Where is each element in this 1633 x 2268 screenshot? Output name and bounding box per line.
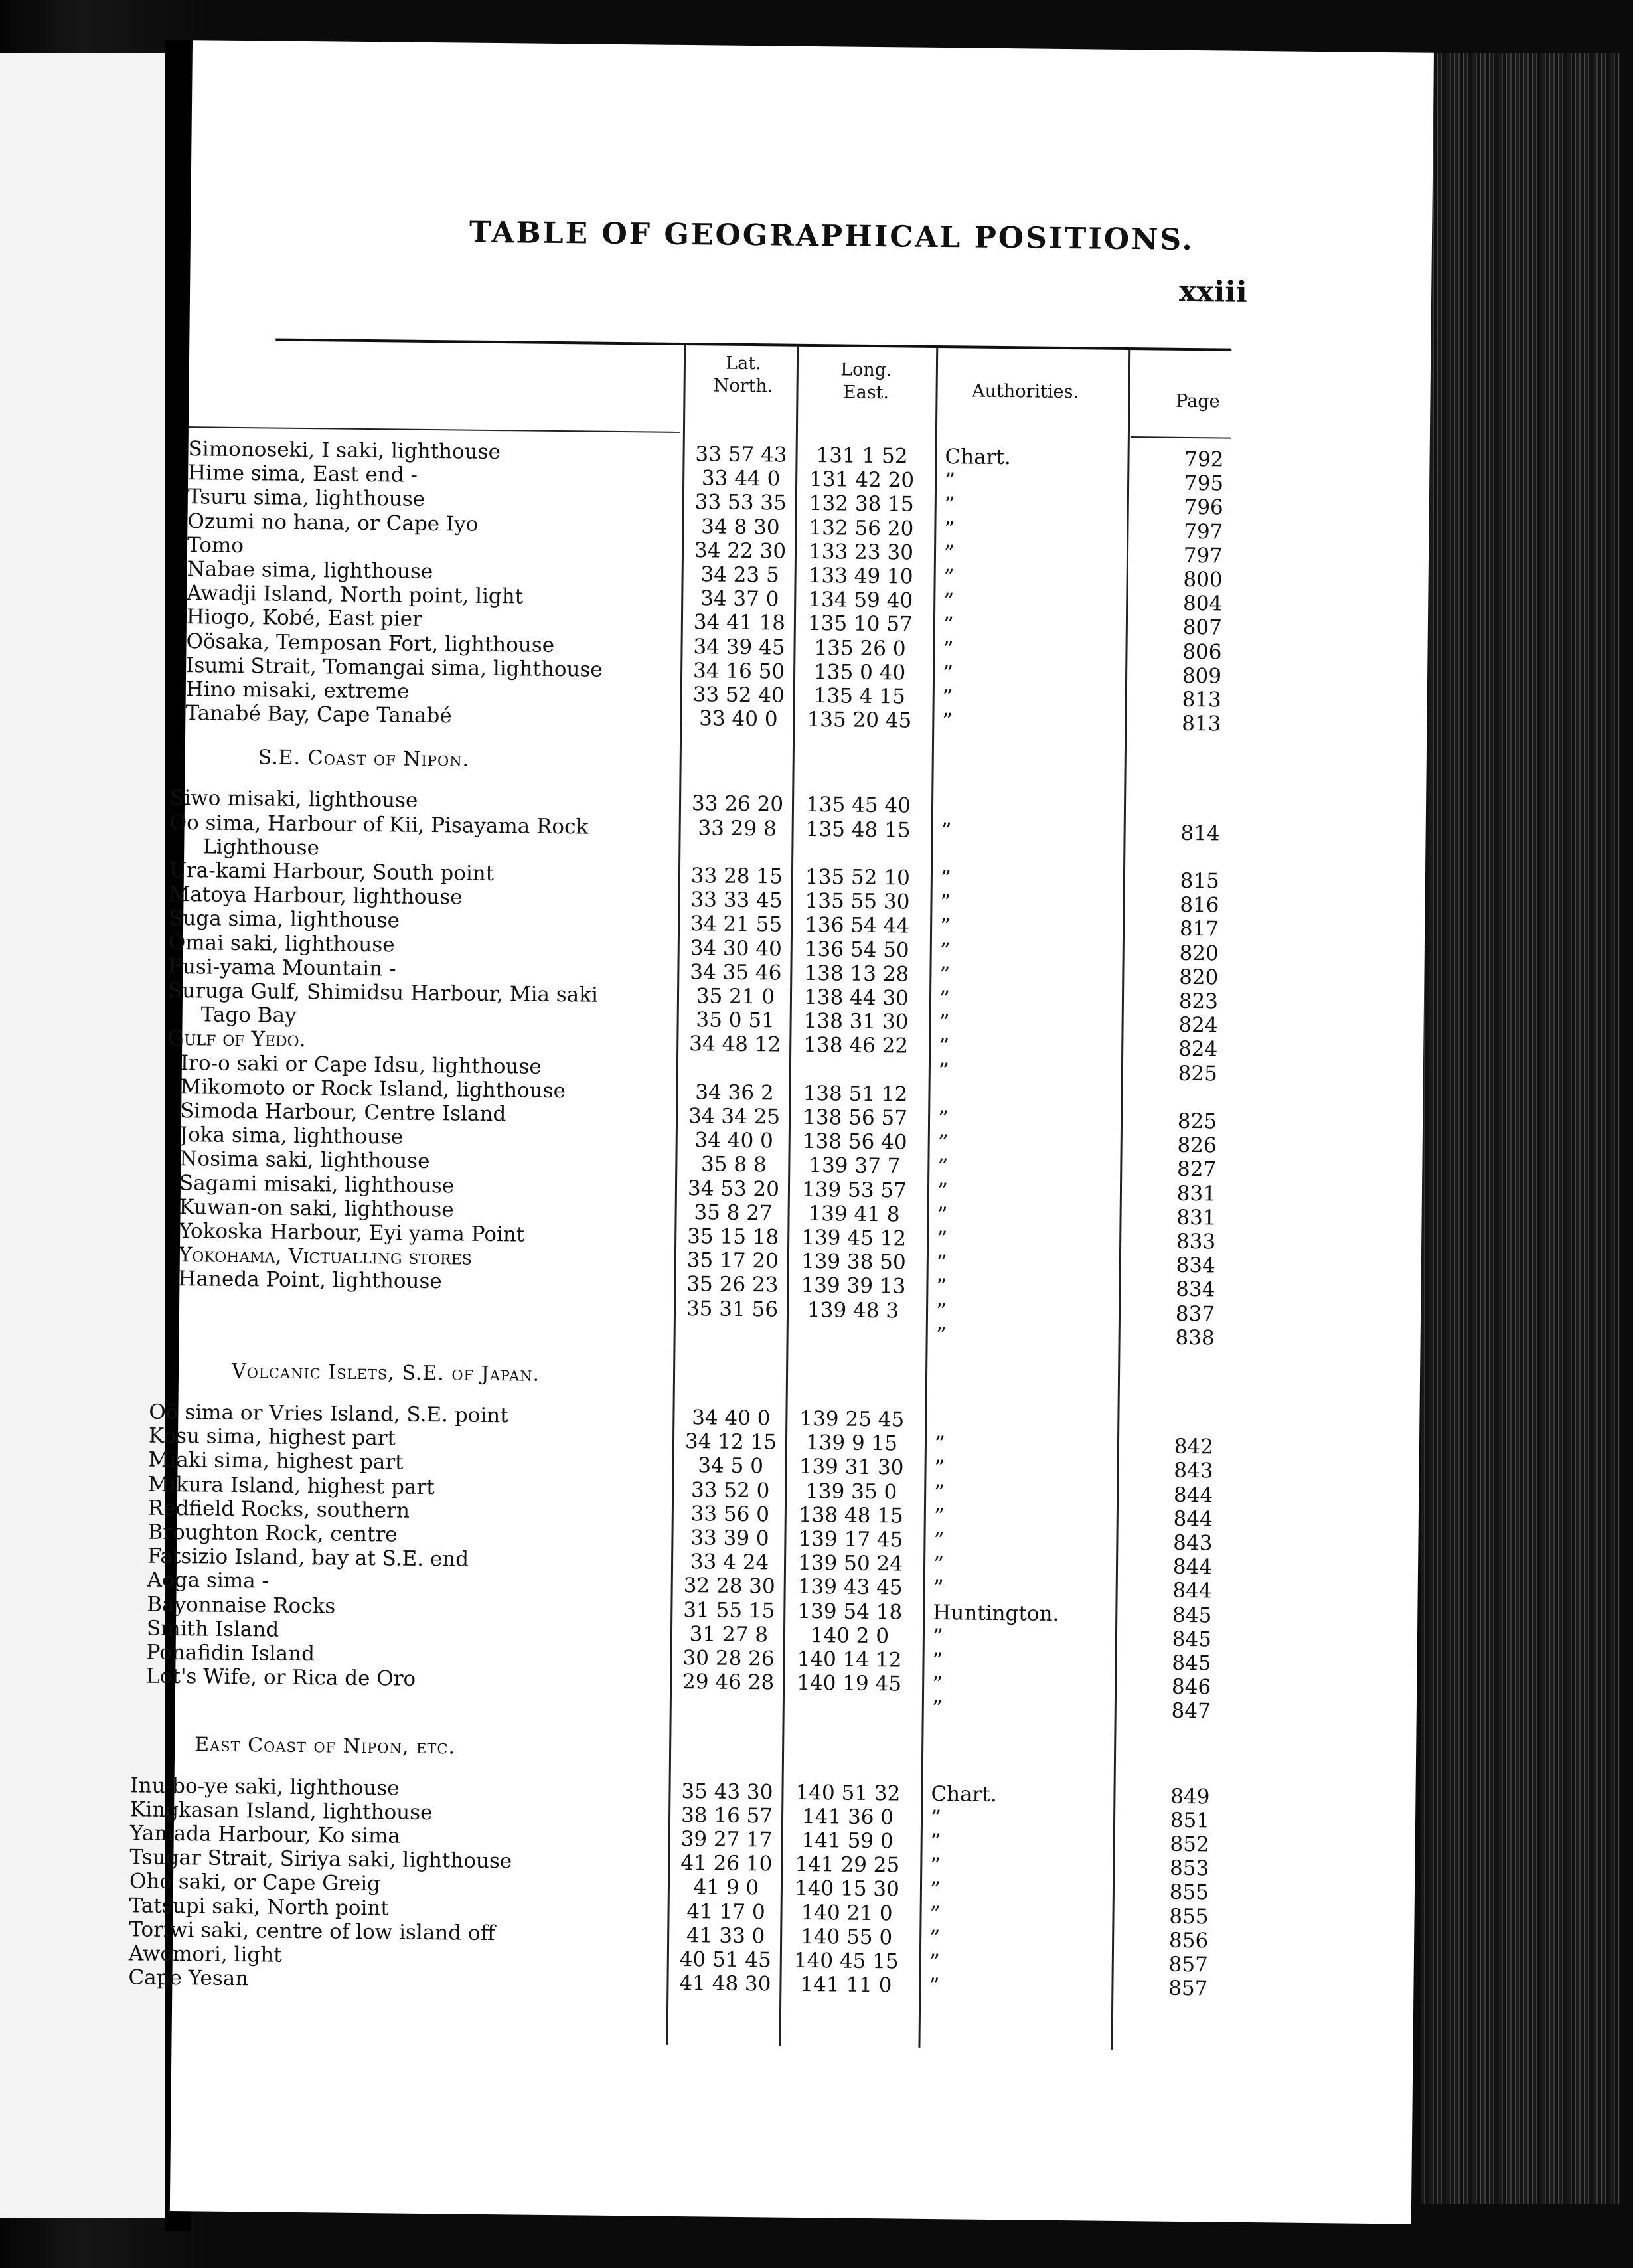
authority-value: ” <box>930 1829 941 1854</box>
place-name: Isumi Strait, Tomangai sima, lighthouse <box>186 653 603 682</box>
place-name: Suruga Gulf, Shimidsu Harbour, Mia saki <box>167 978 599 1007</box>
latitude-value: 34 16 50 <box>692 658 785 684</box>
page-number: 824 <box>1178 1037 1218 1062</box>
section-heading: Volcanic Islets, S.E. of Japan. <box>231 1359 540 1386</box>
latitude-value: 35 17 20 <box>686 1248 779 1273</box>
latitude-value: 41 9 0 <box>693 1875 759 1900</box>
longitude-value: 139 35 0 <box>805 1479 897 1504</box>
authority-value: ” <box>943 613 954 637</box>
authority-value: ” <box>939 938 951 963</box>
page-number: 834 <box>1176 1254 1215 1278</box>
place-name: Nabae sima, lighthouse <box>187 557 433 584</box>
longitude-value: 138 48 15 <box>798 1502 903 1528</box>
book-page <box>128 40 1434 2224</box>
authority-value: ” <box>944 469 956 493</box>
place-name: Inu-bo-ye saki, lighthouse <box>130 1773 400 1801</box>
authority-value: ” <box>943 565 955 590</box>
page-number: 815 <box>1180 868 1220 894</box>
authority-value: Chart. <box>945 445 1012 470</box>
page-number: 837 <box>1175 1301 1215 1327</box>
latitude-value: 31 55 15 <box>683 1597 775 1623</box>
header-underline-name <box>189 426 680 433</box>
place-name: Redfield Rocks, southern <box>147 1496 410 1523</box>
authority-value: ” <box>939 987 951 1011</box>
authority-value: ” <box>935 1323 947 1348</box>
authority-value: ” <box>933 1528 945 1553</box>
longitude-value: 139 38 50 <box>801 1250 906 1275</box>
page-number: 826 <box>1177 1133 1217 1158</box>
longitude-value: 135 48 15 <box>805 817 911 843</box>
authority-value: ” <box>936 1275 947 1299</box>
page-number: 857 <box>1168 1952 1208 1977</box>
place-name: Kosu sima, highest part <box>148 1423 396 1451</box>
longitude-value: 139 25 45 <box>799 1406 905 1432</box>
longitude-value: 135 26 0 <box>814 635 906 661</box>
latitude-value: 35 21 0 <box>696 984 775 1009</box>
authority-value: ” <box>933 1504 945 1528</box>
longitude-value: 141 29 25 <box>795 1852 900 1878</box>
page-number <box>1121 796 1220 797</box>
latitude-value: 41 33 0 <box>686 1923 765 1949</box>
page-number: 855 <box>1169 1880 1209 1905</box>
longitude-value: 135 20 45 <box>807 708 912 733</box>
latitude-value: 34 37 0 <box>700 586 779 611</box>
place-name: Iro-o saki or Cape Idsu, lighthouse <box>180 1050 542 1079</box>
page-number: 844 <box>1172 1554 1213 1580</box>
page-number: 797 <box>1184 519 1223 544</box>
authority-value: ” <box>943 589 955 613</box>
page-number: 853 <box>1169 1856 1209 1881</box>
longitude-value: 135 52 10 <box>805 864 910 890</box>
place-name: Suga sima, lighthouse <box>169 906 400 933</box>
latitude-value: 33 28 15 <box>690 864 783 889</box>
page-number: 792 <box>1184 447 1224 472</box>
authority-value: Huntington. <box>933 1600 1059 1626</box>
longitude-value: 139 50 24 <box>798 1551 903 1576</box>
page-number: 845 <box>1172 1627 1212 1652</box>
place-name: Cape Yesan <box>128 1965 249 1991</box>
place-name: Awomori, light <box>128 1941 282 1967</box>
longitude-value: 140 19 45 <box>797 1671 902 1696</box>
place-name: Gulf of Yedo. <box>167 1026 306 1052</box>
latitude-value: 34 35 46 <box>690 959 782 985</box>
page-number: 845 <box>1172 1651 1211 1676</box>
authority-value: ” <box>933 1552 945 1577</box>
longitude-value: 133 23 30 <box>808 539 914 565</box>
latitude-value: 34 8 30 <box>701 514 780 540</box>
place-name: Simoda Harbour, Centre Island <box>179 1099 506 1127</box>
page-number: 847 <box>1171 1699 1211 1724</box>
place-name: Yamada Harbour, Ko sima <box>129 1821 401 1848</box>
place-name: Fusi-yama Mountain - <box>168 954 396 981</box>
page-number: 813 <box>1181 712 1221 736</box>
authority-value: ” <box>942 685 953 710</box>
page-stack-edges <box>1421 53 1620 2204</box>
latitude-value: 34 22 30 <box>694 538 787 564</box>
authority-value: ” <box>930 1854 941 1878</box>
longitude-value: 139 54 18 <box>797 1599 903 1625</box>
latitude-value: 33 57 43 <box>695 442 787 467</box>
page-number: 796 <box>1184 495 1223 520</box>
latitude-value: 33 4 24 <box>690 1550 769 1575</box>
authority-value: ” <box>934 1432 946 1457</box>
longitude-value: 139 17 45 <box>798 1526 903 1552</box>
authority-value: ” <box>944 493 955 517</box>
place-name: Siwo misaki, lighthouse <box>169 786 418 813</box>
latitude-value: 33 52 0 <box>690 1477 770 1503</box>
longitude-value: 131 42 20 <box>809 467 915 493</box>
longitude-value: 140 51 32 <box>795 1780 901 1806</box>
longitude-value: 139 53 57 <box>801 1177 907 1203</box>
authority-value: ” <box>939 1034 950 1059</box>
place-name: Nosima saki, lighthouse <box>179 1147 430 1174</box>
latitude-value: 39 27 17 <box>680 1827 773 1852</box>
page-title: TABLE OF GEOGRAPHICAL POSITIONS. <box>469 215 1195 258</box>
page-number: 838 <box>1175 1325 1215 1350</box>
latitude-value: 35 26 23 <box>686 1272 779 1297</box>
longitude-value: 135 0 40 <box>813 659 906 685</box>
longitude-value: 138 51 12 <box>803 1081 908 1107</box>
page-number: 842 <box>1174 1434 1214 1459</box>
page-number: 849 <box>1170 1784 1210 1809</box>
authority-value: ” <box>933 1576 944 1601</box>
latitude-value: 31 27 8 <box>689 1621 769 1647</box>
latitude-value: 34 53 20 <box>687 1176 780 1202</box>
longitude-value: 139 43 45 <box>797 1575 903 1600</box>
page-number: 807 <box>1182 615 1223 640</box>
place-name: Hiogo, Kobé, East pier <box>186 605 423 632</box>
place-name: Broughton Rock, centre <box>147 1520 398 1547</box>
latitude-value: 41 17 0 <box>686 1899 765 1924</box>
authority-value: ” <box>929 1949 940 1975</box>
place-name: Ura-kami Harbour, South point <box>169 858 495 886</box>
latitude-value: 35 43 30 <box>681 1779 773 1805</box>
page-number: 823 <box>1178 989 1219 1014</box>
place-name: Lighthouse <box>202 835 320 860</box>
authority-value: ” <box>942 661 954 686</box>
longitude-value: 138 44 30 <box>803 985 909 1011</box>
page-number: 806 <box>1182 639 1222 665</box>
longitude-value: 140 15 30 <box>794 1876 900 1902</box>
longitude-value: 140 21 0 <box>801 1900 893 1925</box>
latitude-value: 33 52 40 <box>692 683 785 708</box>
latitude-value: 34 21 55 <box>690 912 783 937</box>
place-name: Kuwan-on saki, lighthouse <box>179 1194 454 1222</box>
longitude-value: 139 45 12 <box>801 1225 907 1251</box>
authority-value: ” <box>936 1251 947 1275</box>
longitude-value: 141 11 0 <box>800 1973 892 1998</box>
latitude-value: 33 53 35 <box>694 490 787 516</box>
authority-value: ” <box>929 1902 941 1926</box>
place-name: Ozumi no hana, or Cape Iyo <box>187 509 479 536</box>
place-name: Fatsizio Island, bay at S.E. end <box>147 1544 469 1572</box>
section-heading: S.E. Coast of Nipon. <box>258 746 470 772</box>
place-name: Haneda Point, lighthouse <box>178 1267 442 1294</box>
place-name: Aoga sima - <box>147 1568 270 1593</box>
column-header-page: Page <box>1176 390 1220 412</box>
place-name: Sagami misaki, lighthouse <box>179 1171 455 1198</box>
latitude-value: 33 39 0 <box>690 1526 769 1551</box>
place-name: Smith Island <box>146 1616 279 1642</box>
page-number: 817 <box>1179 917 1219 941</box>
place-name: Mikomoto or Rock Island, lighthouse <box>180 1074 566 1103</box>
authority-value <box>941 794 1101 796</box>
page-number: 795 <box>1184 471 1224 496</box>
page-number: 843 <box>1174 1459 1213 1483</box>
place-name: Hino misaki, extreme <box>185 677 410 704</box>
page-number: 844 <box>1173 1483 1213 1508</box>
latitude-value: 35 0 51 <box>696 1008 775 1033</box>
longitude-value: 132 38 15 <box>809 491 914 517</box>
latitude-value: 34 5 0 <box>698 1453 764 1479</box>
page-number: 855 <box>1169 1904 1209 1929</box>
latitude-value: 33 26 20 <box>691 791 784 817</box>
column-header-long: Long. East. <box>840 359 892 404</box>
longitude-value: 139 37 7 <box>809 1153 901 1178</box>
longitude-value: 135 55 30 <box>805 889 910 914</box>
longitude-value: 135 45 40 <box>805 793 911 818</box>
page-number: 820 <box>1178 965 1219 990</box>
longitude-value: 140 2 0 <box>810 1623 890 1649</box>
place-name: Oo sima, Harbour of Kii, Pisayama Rock <box>169 810 589 839</box>
longitude-value: 135 10 57 <box>807 611 913 637</box>
latitude-value: 35 31 56 <box>686 1296 779 1322</box>
place-name: Tsugar Strait, Siriya saki, lighthouse <box>129 1845 512 1874</box>
longitude-value: 136 54 50 <box>804 937 909 963</box>
longitude-value: 139 31 30 <box>799 1455 904 1480</box>
latitude-value: 34 40 0 <box>692 1406 771 1431</box>
latitude-value: 34 39 45 <box>693 634 785 660</box>
authority-value <box>935 1408 1095 1410</box>
latitude-value: 35 8 8 <box>700 1152 767 1177</box>
authority-value: ” <box>937 1155 949 1179</box>
page-number: 820 <box>1179 941 1219 966</box>
authority-value: ” <box>939 914 951 939</box>
longitude-value: 140 55 0 <box>800 1924 893 1950</box>
authority-value: ” <box>929 1878 941 1902</box>
page-number: 831 <box>1176 1181 1217 1206</box>
latitude-value: 41 48 30 <box>679 1971 771 1996</box>
authority-value: ” <box>944 517 955 541</box>
authority-value: ” <box>937 1131 949 1155</box>
place-name: Hime sima, East end - <box>188 461 418 487</box>
header-rule <box>275 339 1231 351</box>
longitude-value: 138 56 57 <box>803 1105 908 1131</box>
latitude-value: 33 56 0 <box>690 1501 770 1527</box>
latitude-value: 30 28 26 <box>682 1646 775 1671</box>
authority-value: ” <box>943 540 955 566</box>
place-name: Bayonnaise Rocks <box>147 1592 336 1619</box>
authority-value: ” <box>942 709 953 734</box>
page-number: 800 <box>1183 567 1223 592</box>
authority-value: ” <box>940 866 951 891</box>
latitude-value: 34 12 15 <box>684 1429 777 1455</box>
place-name: Omai saki, lighthouse <box>168 930 395 957</box>
place-name: Ponafidin Island <box>146 1640 315 1666</box>
latitude-value: 35 15 18 <box>687 1224 779 1250</box>
authority-value: ” <box>934 1480 945 1504</box>
place-name: Toriwi saki, centre of low island off <box>129 1917 495 1945</box>
page-number: 852 <box>1170 1832 1209 1857</box>
page-number: 833 <box>1176 1229 1216 1254</box>
longitude-value: 140 14 12 <box>797 1647 902 1672</box>
page-number: 825 <box>1178 1061 1218 1086</box>
column-header-authorities: Authorities. <box>971 380 1079 403</box>
longitude-value: 140 45 15 <box>793 1948 899 1974</box>
page-number: 831 <box>1176 1205 1216 1230</box>
authority-value: ” <box>941 818 952 843</box>
latitude-value: 32 28 30 <box>683 1574 775 1599</box>
place-name: Tanabé Bay, Cape Tanabé <box>185 701 452 728</box>
latitude-value: 38 16 57 <box>680 1803 773 1828</box>
longitude-value: 141 59 0 <box>801 1828 894 1854</box>
longitude-value: 138 56 40 <box>802 1129 907 1155</box>
page-number: 843 <box>1173 1530 1213 1556</box>
latitude-value: 34 34 25 <box>688 1104 781 1129</box>
page-number: 827 <box>1176 1157 1217 1182</box>
longitude-value: 133 49 10 <box>808 563 913 589</box>
authority-value: ” <box>929 1974 940 1998</box>
authority-value: ” <box>930 1805 942 1830</box>
page-number: 825 <box>1177 1109 1217 1134</box>
authority-value: ” <box>939 1011 950 1035</box>
authority-value: ” <box>938 1058 949 1083</box>
place-name: Oö sima or Vries Island, S.E. point <box>149 1400 508 1428</box>
latitude-value: 33 44 0 <box>701 466 781 491</box>
latitude-value: 35 8 27 <box>694 1200 773 1226</box>
authority-value: ” <box>931 1672 943 1697</box>
place-name: Matoya Harbour, lighthouse <box>169 882 463 910</box>
place-name: Mikura Island, highest part <box>148 1472 435 1499</box>
latitude-value: 34 30 40 <box>690 935 782 961</box>
latitude-value: 34 36 2 <box>695 1080 774 1105</box>
authority-value: ” <box>939 962 951 987</box>
latitude-value: 34 48 12 <box>689 1032 781 1057</box>
column-header-lat: Lat. North. <box>713 353 773 397</box>
longitude-value: 139 39 13 <box>801 1273 906 1299</box>
header-underline-page <box>1131 436 1231 439</box>
authority-value: ” <box>937 1227 948 1252</box>
latitude-value: 34 40 0 <box>694 1128 774 1153</box>
place-name: Awadji Island, North point, light <box>187 581 524 609</box>
longitude-value: 138 31 30 <box>803 1009 909 1034</box>
authority-value: ” <box>934 1456 945 1481</box>
place-name: Kingkasan Island, lighthouse <box>129 1797 433 1824</box>
authority-value: ” <box>937 1202 948 1228</box>
authority-value: ” <box>932 1649 943 1673</box>
page-number: 809 <box>1182 663 1222 688</box>
longitude-value: 139 9 15 <box>805 1431 898 1456</box>
authority-value: ” <box>937 1107 949 1131</box>
authority-value: ” <box>940 890 951 915</box>
authority-value: ” <box>943 637 954 661</box>
page-number: 834 <box>1176 1277 1215 1302</box>
page-number: 814 <box>1180 821 1220 846</box>
latitude-value: 40 51 45 <box>679 1947 772 1973</box>
longitude-value: 139 41 8 <box>808 1201 900 1227</box>
page-number: 813 <box>1182 687 1221 712</box>
longitude-value: 135 4 15 <box>813 684 905 709</box>
page-number: 816 <box>1180 893 1219 918</box>
place-name: Yokohama, Victualling stores <box>178 1243 473 1270</box>
longitude-value: 131 1 52 <box>816 444 908 469</box>
page-folio: xxiii <box>1178 274 1248 309</box>
latitude-value: 33 29 8 <box>698 815 777 841</box>
page-number: 844 <box>1173 1506 1213 1532</box>
page-number: 857 <box>1168 1976 1208 2001</box>
page-number: 797 <box>1183 543 1223 568</box>
longitude-value: 136 54 44 <box>805 913 910 938</box>
latitude-value: 34 23 5 <box>700 562 780 588</box>
place-name: Tsuru sima, lighthouse <box>187 485 426 512</box>
page-number: 856 <box>1168 1928 1209 1953</box>
page-number: 804 <box>1182 592 1223 616</box>
page-number <box>1115 1410 1214 1412</box>
longitude-value: 138 46 22 <box>803 1033 909 1058</box>
place-name: Tatsupi saki, North point <box>129 1893 390 1921</box>
latitude-value: 33 40 0 <box>699 706 778 732</box>
latitude-value: 34 41 18 <box>693 610 786 635</box>
place-name: Oösaka, Temposan Fort, lighthouse <box>186 629 555 657</box>
authority-value: ” <box>931 1696 943 1721</box>
authority-value: ” <box>932 1624 943 1649</box>
place-name: Joka sima, lighthouse <box>179 1123 404 1149</box>
latitude-value: 41 26 10 <box>680 1851 773 1876</box>
authority-value: ” <box>929 1925 941 1950</box>
longitude-value: 138 13 28 <box>804 961 909 987</box>
page-number: 845 <box>1172 1603 1212 1628</box>
place-name: Oho saki, or Cape Greig <box>129 1869 381 1896</box>
place-name: Miaki sima, highest part <box>148 1448 404 1475</box>
place-name: Tago Bay <box>200 1003 297 1028</box>
page-number: 844 <box>1172 1579 1212 1603</box>
place-name: Simonoseki, I saki, lighthouse <box>188 437 501 465</box>
place-name: Yokoska Harbour, Eyi yama Point <box>179 1219 525 1247</box>
latitude-value: 29 46 28 <box>682 1670 775 1695</box>
latitude-value: 33 33 45 <box>690 888 783 913</box>
section-heading: East Coast of Nipon, etc. <box>194 1732 456 1759</box>
page-number: 824 <box>1178 1013 1218 1038</box>
place-name: Tomo <box>187 532 244 558</box>
authority-value: Chart. <box>931 1781 997 1807</box>
page-number: 851 <box>1170 1808 1210 1833</box>
longitude-value: 141 36 0 <box>801 1804 894 1830</box>
authority-value: ” <box>937 1178 949 1203</box>
page-number: 846 <box>1171 1674 1211 1700</box>
longitude-value: 139 48 3 <box>807 1297 899 1323</box>
authority-value: ” <box>935 1299 947 1323</box>
longitude-value: 134 59 40 <box>808 588 913 613</box>
longitude-value: 132 56 20 <box>809 515 914 541</box>
place-name: Lot's Wife, or Rica de Oro <box>146 1664 416 1692</box>
